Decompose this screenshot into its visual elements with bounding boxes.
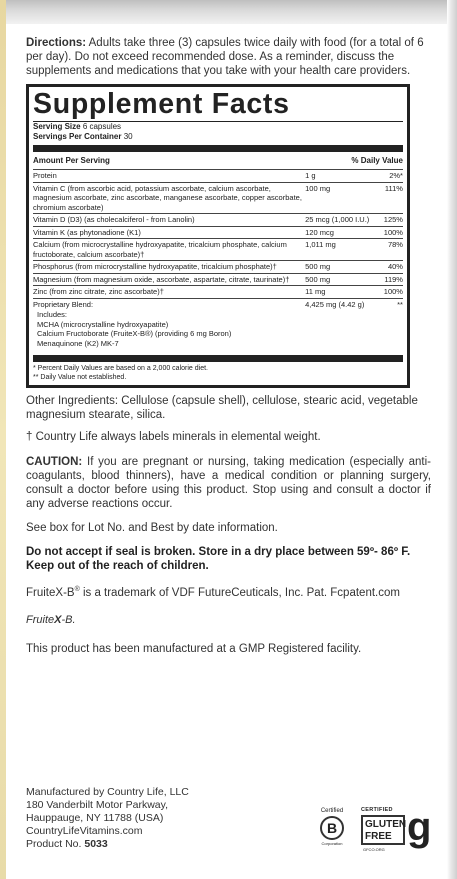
- facts-row-dv: 119%: [384, 274, 403, 284]
- facts-row-dv: 125%: [383, 215, 403, 224]
- label-content: [26, 36, 431, 656]
- manufacturer-section: [26, 786, 431, 856]
- package-top-edge: [0, 0, 457, 24]
- blend-item: Menaquinone (K2) MK-7: [37, 338, 119, 348]
- product-number-value: 5033: [84, 838, 108, 850]
- servings-per-container: [33, 132, 403, 142]
- facts-row-amount: 500 mg: [305, 274, 331, 284]
- lot-note: See box for Lot No. and Best by date information.: [26, 522, 278, 534]
- facts-row-amount: 100 mg: [305, 183, 331, 193]
- product-number-label: Product No.: [26, 838, 82, 850]
- blend-dv: **: [397, 299, 403, 309]
- trademark-brand: FruiteX-B: [26, 586, 75, 599]
- proprietary-blend-row: [33, 298, 403, 311]
- facts-thick-divider: [33, 145, 403, 152]
- manufacturer-line: Manufactured by Country Life, LLC: [26, 786, 189, 798]
- facts-row: [33, 169, 403, 182]
- facts-row-amount: 120 mcg: [305, 227, 334, 237]
- facts-row-name: Vitamin C (from ascorbic acid, potassium ascorbate, calcium ascorbate, magnesium ascorbate, zinc ascorbate, manganese ascorbate, copper ascorbate, chromium ascorbate): [33, 183, 302, 212]
- facts-bottom-divider: [33, 355, 403, 362]
- gf-g-icon: g: [407, 805, 432, 849]
- facts-row-amount: 25 mcg (1,000 I.U.): [305, 215, 370, 224]
- facts-row-name: Phosphorus (from microcrystalline hydroxyapatite, tricalcium phosphate)†: [33, 262, 277, 271]
- blend-name: Proprietary Blend:: [33, 299, 94, 309]
- fruitex-logo-right: -B.: [61, 613, 76, 626]
- gf-free: FREE: [365, 831, 392, 842]
- facts-row-dv: 40%: [387, 262, 403, 271]
- gf-gluten: GLUTEN: [365, 819, 407, 830]
- bcorp-corporation: Corporation: [321, 841, 343, 846]
- facts-row-dv: 111%: [384, 183, 403, 193]
- facts-row-name: Magnesium (from magnesium oxide, ascorbate, aspartate, citrate, taurinate)†: [33, 274, 290, 284]
- blend-includes: Includes:: [37, 310, 68, 319]
- caution-label: CAUTION:: [26, 456, 83, 468]
- serving-size-value: 6 capsules: [82, 122, 122, 131]
- servings-label: Servings Per Container: [33, 132, 122, 141]
- facts-row-dv: 100%: [383, 227, 403, 237]
- facts-rows: [33, 169, 403, 298]
- gmp-note: This product has been manufactured at a GMP Registered facility.: [26, 642, 362, 655]
- fruitex-b-logo: [26, 614, 431, 628]
- manufacturer-line: Hauppauge, NY 11788 (USA): [26, 812, 164, 824]
- facts-row: [33, 285, 403, 298]
- package-right-edge: [447, 0, 457, 879]
- caution-body: If you are pregnant or nursing, taking medication (especially anti-coagulants, blood thinners), have a medical condition or planning surgery, consult a doctor before using this product. Stop using and consult a doctor if any adverse reactions occur.: [26, 456, 431, 510]
- directions-label: Directions:: [26, 37, 87, 49]
- blend-amount: 4,425 mg (4.42 g): [305, 299, 365, 309]
- daily-value-header: % Daily Value: [351, 156, 403, 165]
- serving-size-label: Serving Size: [33, 122, 81, 131]
- facts-row-dv: 100%: [383, 287, 403, 296]
- manufacturer-line: 180 Vanderbilt Motor Parkway,: [26, 799, 169, 811]
- facts-row: [33, 238, 403, 260]
- serving-size: [33, 122, 403, 132]
- bcorp-certified: Certified: [320, 808, 344, 814]
- facts-row-amount: 1,011 mg: [305, 240, 336, 249]
- facts-row: [33, 273, 403, 286]
- facts-row: [33, 213, 403, 226]
- seal-storage-note: Do not accept if seal is broken. Store in a dry place between 59º- 86º F. Keep out of the reach of children.: [26, 546, 411, 572]
- gluten-free-logo: [361, 807, 431, 855]
- facts-row-name: Zinc (from zinc citrate, zinc ascorbate)†: [33, 287, 164, 296]
- facts-row-amount: 500 mg: [305, 262, 331, 271]
- facts-row-name: Vitamin D (D3) (as cholecalciferol - from Lanolin): [33, 215, 195, 224]
- servings-value: 30: [123, 132, 133, 141]
- facts-row-amount: 11 mg: [305, 287, 326, 296]
- facts-row-name: Calcium (from microcrystalline hydroxyapatite, tricalcium phosphate, calcium fructoborate, calcium ascorbate)†: [33, 240, 287, 259]
- facts-row-amount: 1 g: [305, 171, 316, 180]
- supplement-facts-panel: [26, 84, 410, 388]
- gf-box: [361, 815, 405, 845]
- fruitex-logo-left: Fruite: [26, 613, 55, 626]
- trademark-note: [26, 583, 431, 600]
- supplement-facts-title: Supplement Facts: [33, 88, 290, 120]
- footnote-not-established: ** Daily Value not established.: [33, 374, 127, 381]
- caution-text: [26, 455, 431, 511]
- facts-row-name: Vitamin K (as phytonadione (K1): [33, 227, 141, 237]
- gf-certified: CERTIFIED: [361, 807, 393, 813]
- other-ingredients: Other Ingredients: Cellulose (capsule shell), cellulose, stearic acid, vegetable magnesium stearate, silica.: [26, 395, 418, 421]
- facts-row-name: Protein: [33, 171, 57, 180]
- b-corp-logo: [314, 808, 350, 847]
- fruitex-logo-x: X: [54, 613, 62, 626]
- facts-row: [33, 226, 403, 239]
- amount-per-serving-header: Amount Per Serving: [33, 156, 110, 165]
- facts-row: [33, 182, 403, 214]
- trademark-text: is a trademark of VDF FutureCeuticals, Inc. Pat. Fcpatent.com: [79, 586, 400, 599]
- blend-item: MCHA (microcrystalline hydroxyapatite): [37, 319, 169, 329]
- elemental-weight-note: † Country Life always labels minerals in elemental weight.: [26, 431, 321, 443]
- manufacturer-website: CountryLifeVitamins.com: [26, 825, 143, 837]
- gf-org: GFCO.ORG: [363, 847, 385, 852]
- facts-row-dv: 2%*: [389, 171, 403, 180]
- blend-item: Calcium Fructoborate (FruiteX-B®) (providing 6 mg Boron): [37, 329, 232, 338]
- facts-header-row: [33, 152, 403, 169]
- facts-row: [33, 260, 403, 273]
- directions-text: [26, 36, 431, 78]
- facts-row-dv: 78%: [387, 240, 403, 249]
- directions-body: Adults take three (3) capsules twice daily with food (for a total of 6 per day). Do not exceed recommended dose. As a reminder, discuss the supplements and medications that you take with your health care providers.: [26, 37, 424, 77]
- footnote-daily-value: * Percent Daily Values are based on a 2,000 calorie diet.: [33, 365, 208, 372]
- package-left-edge: [0, 0, 6, 879]
- trademark-reg: ®: [74, 586, 80, 593]
- bcorp-b-icon: B: [320, 816, 344, 840]
